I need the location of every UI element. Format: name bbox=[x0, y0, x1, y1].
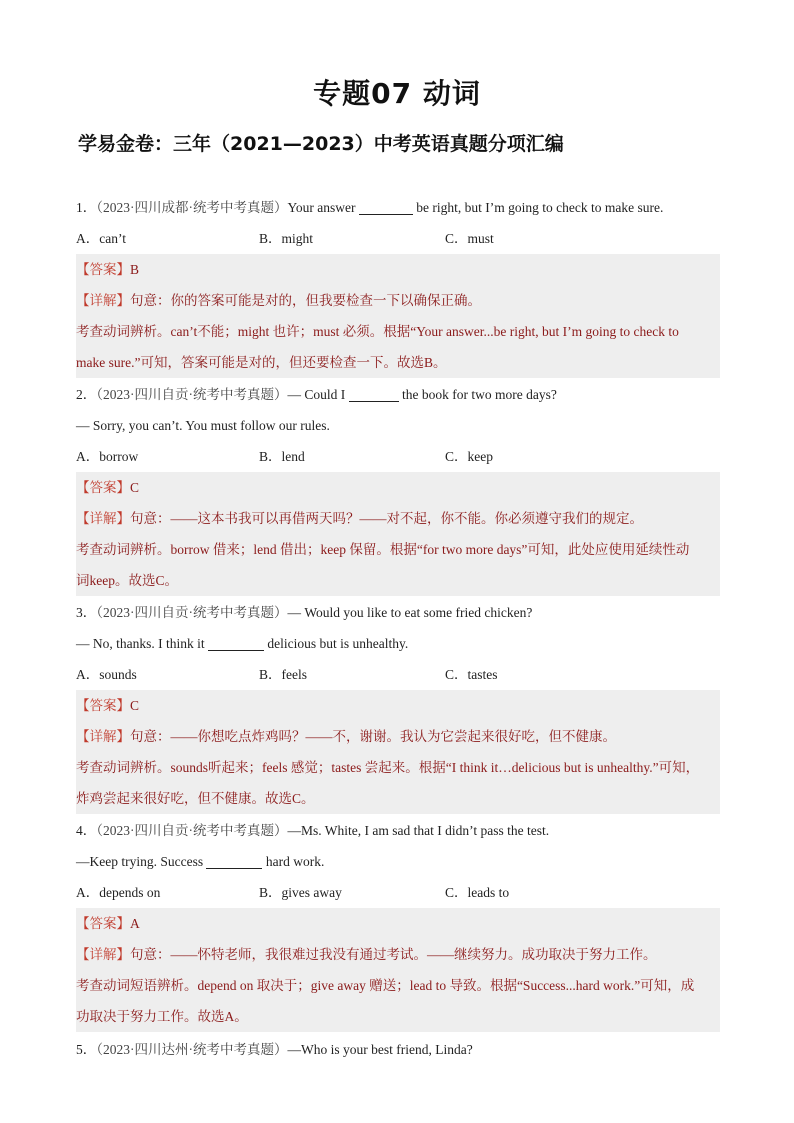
answer-value: A bbox=[130, 916, 140, 931]
detail-line bbox=[76, 721, 720, 752]
answer-tag: 【答案】 bbox=[76, 916, 130, 931]
detail-text: 句意：——这本书我可以再借两天吗？——对不起，你不能。你必须遵守我们的规定。 bbox=[130, 511, 643, 526]
detail-text: 句意：——怀特老师，我很难过我没有通过考试。——继续努力。成功取决于努力工作。 bbox=[130, 947, 657, 962]
question-text: hard work. bbox=[262, 854, 325, 869]
option-a: A．borrow bbox=[76, 449, 139, 464]
answer-value: C bbox=[130, 480, 140, 495]
question-number: 4． bbox=[76, 823, 97, 838]
answer-blank bbox=[359, 199, 413, 215]
question-3-stem-line2 bbox=[76, 628, 720, 659]
page-subtitle: 学易金卷：三年（2021—2023）中考英语真题分项汇编 bbox=[78, 133, 564, 155]
answer-line bbox=[76, 254, 720, 285]
answer-value: C bbox=[130, 698, 140, 713]
question-number: 1． bbox=[76, 200, 97, 215]
question-source: （2023·四川自贡·统考中考真题） bbox=[96, 387, 288, 402]
answer-blank bbox=[349, 386, 399, 402]
answer-line bbox=[76, 690, 720, 721]
answer-tag: 【答案】 bbox=[76, 698, 130, 713]
option-b: B．feels bbox=[259, 667, 307, 682]
detail-line: 考查动词辨析。sounds听起来；feels 感觉；tastes 尝起来。根据“I think it…delicious but is unhealthy.”可知， bbox=[76, 752, 720, 783]
question-1-options bbox=[76, 223, 720, 254]
page-title: 专题07 动词 bbox=[313, 77, 481, 110]
detail-line: 考查动词辨析。borrow 借来；lend 借出；keep 保留。根据“for two more days”可知，此处应使用延续性动 bbox=[76, 534, 720, 565]
option-b: B．might bbox=[259, 231, 314, 246]
question-source: （2023·四川自贡·统考中考真题） bbox=[96, 605, 288, 620]
question-number: 5． bbox=[76, 1042, 97, 1057]
question-3-stem bbox=[76, 597, 720, 628]
detail-line: 炸鸡尝起来很好吃，但不健康。故选C。 bbox=[76, 783, 720, 814]
question-1-stem bbox=[76, 192, 720, 223]
detail-tag: 【详解】 bbox=[76, 729, 130, 744]
question-5-stem bbox=[76, 1034, 720, 1065]
question-2-stem bbox=[76, 379, 720, 410]
question-text: the book for two more days? bbox=[398, 387, 557, 402]
option-c: C．leads to bbox=[445, 885, 510, 900]
option-c: C．must bbox=[445, 231, 494, 246]
detail-line: 考查动词辨析。can’t不能；might 也许；must 必须。根据“Your answer...be right, but I’m going to check to bbox=[76, 316, 720, 347]
question-source: （2023·四川成都·统考中考真题） bbox=[96, 200, 288, 215]
question-text: —Who is your best friend, Linda? bbox=[287, 1042, 473, 1057]
question-text: Your answer bbox=[287, 200, 359, 215]
answer-tag: 【答案】 bbox=[76, 480, 130, 495]
detail-tag: 【详解】 bbox=[76, 511, 130, 526]
answer-blank bbox=[208, 635, 264, 651]
question-text: be right, but I’m going to check to make sure. bbox=[412, 200, 664, 215]
question-4-options bbox=[76, 877, 720, 908]
question-source: （2023·四川达州·统考中考真题） bbox=[96, 1042, 288, 1057]
answer-tag: 【答案】 bbox=[76, 262, 130, 277]
question-3-options bbox=[76, 659, 720, 690]
question-4-stem-line2 bbox=[76, 846, 720, 877]
answer-line bbox=[76, 472, 720, 503]
question-text: —Ms. White, I am sad that I didn’t pass the test. bbox=[287, 823, 550, 838]
detail-line: make sure.”可知，答案可能是对的，但还要检查一下。故选B。 bbox=[76, 347, 720, 378]
detail-text: 句意：——你想吃点炸鸡吗？——不，谢谢。我认为它尝起来很好吃，但不健康。 bbox=[130, 729, 616, 744]
question-4-stem bbox=[76, 815, 720, 846]
detail-text: 句意：你的答案可能是对的，但我要检查一下以确保正确。 bbox=[130, 293, 481, 308]
answer-value: B bbox=[130, 262, 140, 277]
detail-line bbox=[76, 285, 720, 316]
question-2-stem-line2: — Sorry, you can’t. You must follow our rules. bbox=[76, 418, 330, 433]
option-c: C．tastes bbox=[445, 667, 498, 682]
question-text: —Keep trying. Success bbox=[76, 854, 207, 869]
detail-line: 词keep。故选C。 bbox=[76, 565, 720, 596]
detail-line: 考查动词短语辨析。depend on 取决于；give away 赠送；lead to 导致。根据“Success...hard work.”可知，成 bbox=[76, 970, 720, 1001]
option-a: A．depends on bbox=[76, 885, 161, 900]
question-number: 2． bbox=[76, 387, 97, 402]
detail-line: 功取决于努力工作。故选A。 bbox=[76, 1001, 720, 1032]
question-number: 3． bbox=[76, 605, 97, 620]
question-2-options bbox=[76, 441, 720, 472]
answer-line bbox=[76, 908, 720, 939]
answer-blank bbox=[206, 853, 262, 869]
option-c: C．keep bbox=[445, 449, 493, 464]
option-a: A．can’t bbox=[76, 231, 126, 246]
option-b: B．lend bbox=[259, 449, 305, 464]
question-text: — No, thanks. I think it bbox=[76, 636, 208, 651]
detail-line bbox=[76, 503, 720, 534]
question-text: — Would you like to eat some fried chicken? bbox=[287, 605, 533, 620]
detail-tag: 【详解】 bbox=[76, 293, 130, 308]
option-b: B．gives away bbox=[259, 885, 342, 900]
question-text: delicious but is unhealthy. bbox=[264, 636, 409, 651]
question-source: （2023·四川自贡·统考中考真题） bbox=[96, 823, 288, 838]
detail-line bbox=[76, 939, 720, 970]
question-text: — Could I bbox=[287, 387, 349, 402]
detail-tag: 【详解】 bbox=[76, 947, 130, 962]
option-a: A．sounds bbox=[76, 667, 137, 682]
